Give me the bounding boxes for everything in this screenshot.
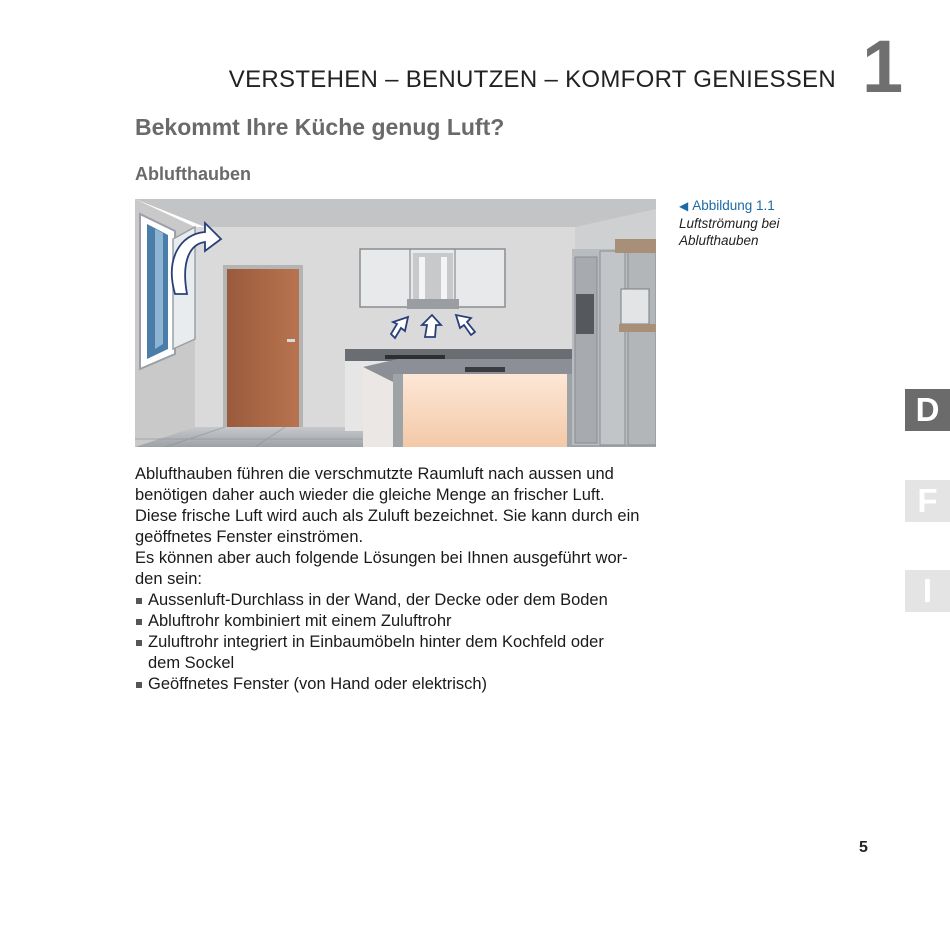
paragraph-line: geöffnetes Fenster einströmen. xyxy=(135,528,364,546)
paragraph-line: benötigen daher auch wieder die gleiche Menge an frischer Luft. xyxy=(135,486,605,504)
list-item-text: Abluftrohr kombiniert mit einem Zuluftrohr xyxy=(148,612,452,630)
bullet-square-icon xyxy=(136,640,142,646)
figure-caption xyxy=(679,197,819,249)
page-title: Bekommt Ihre Küche genug Luft? xyxy=(135,114,505,140)
language-tab-i[interactable]: I xyxy=(905,570,950,612)
paragraph-line: den sein: xyxy=(135,570,202,588)
list-item xyxy=(135,674,665,695)
chapter-header: VERSTEHEN – BENUTZEN – KOMFORT GENIESSEN xyxy=(228,66,836,93)
list-item xyxy=(135,590,665,611)
left-triangle-icon: ◀ xyxy=(679,199,689,213)
figure-reference xyxy=(679,197,819,215)
caption-line: Luftströmung bei xyxy=(679,216,780,231)
list-item-text: Aussenluft-Durchlass in der Wand, der Decke oder dem Boden xyxy=(148,591,608,609)
body-text xyxy=(135,464,665,695)
section-heading: Ablufthauben xyxy=(135,164,251,184)
list-item-text: Zuluftrohr integriert in Einbaumöbeln hinter dem Kochfeld oder xyxy=(148,633,604,651)
language-tab-f[interactable]: F xyxy=(905,480,950,522)
list-item xyxy=(135,632,665,674)
list-item-text: dem Sockel xyxy=(148,654,235,672)
bullet-list xyxy=(135,590,665,695)
language-tab-d[interactable]: D xyxy=(905,389,950,431)
paragraph-line: Diese frische Luft wird auch als Zuluft bezeichnet. Sie kann durch ein xyxy=(135,507,640,525)
bullet-square-icon xyxy=(136,682,142,688)
bullet-square-icon xyxy=(136,598,142,604)
list-item-text: Geöffnetes Fenster (von Hand oder elektrisch) xyxy=(148,675,488,693)
page-number: 5 xyxy=(859,839,868,856)
paragraph-line: Ablufthauben führen die verschmutzte Raumluft nach aussen und xyxy=(135,465,614,483)
kitchen-illustration xyxy=(135,199,656,447)
caption-line: Ablufthauben xyxy=(679,233,759,248)
list-item xyxy=(135,611,665,632)
paragraph-line: Es können aber auch folgende Lösungen bei Ihnen ausgeführt wor- xyxy=(135,549,628,567)
figure-ref-label: Abbildung 1.1 xyxy=(692,198,775,213)
bullet-square-icon xyxy=(136,619,142,625)
chapter-number: 1 xyxy=(862,25,904,108)
